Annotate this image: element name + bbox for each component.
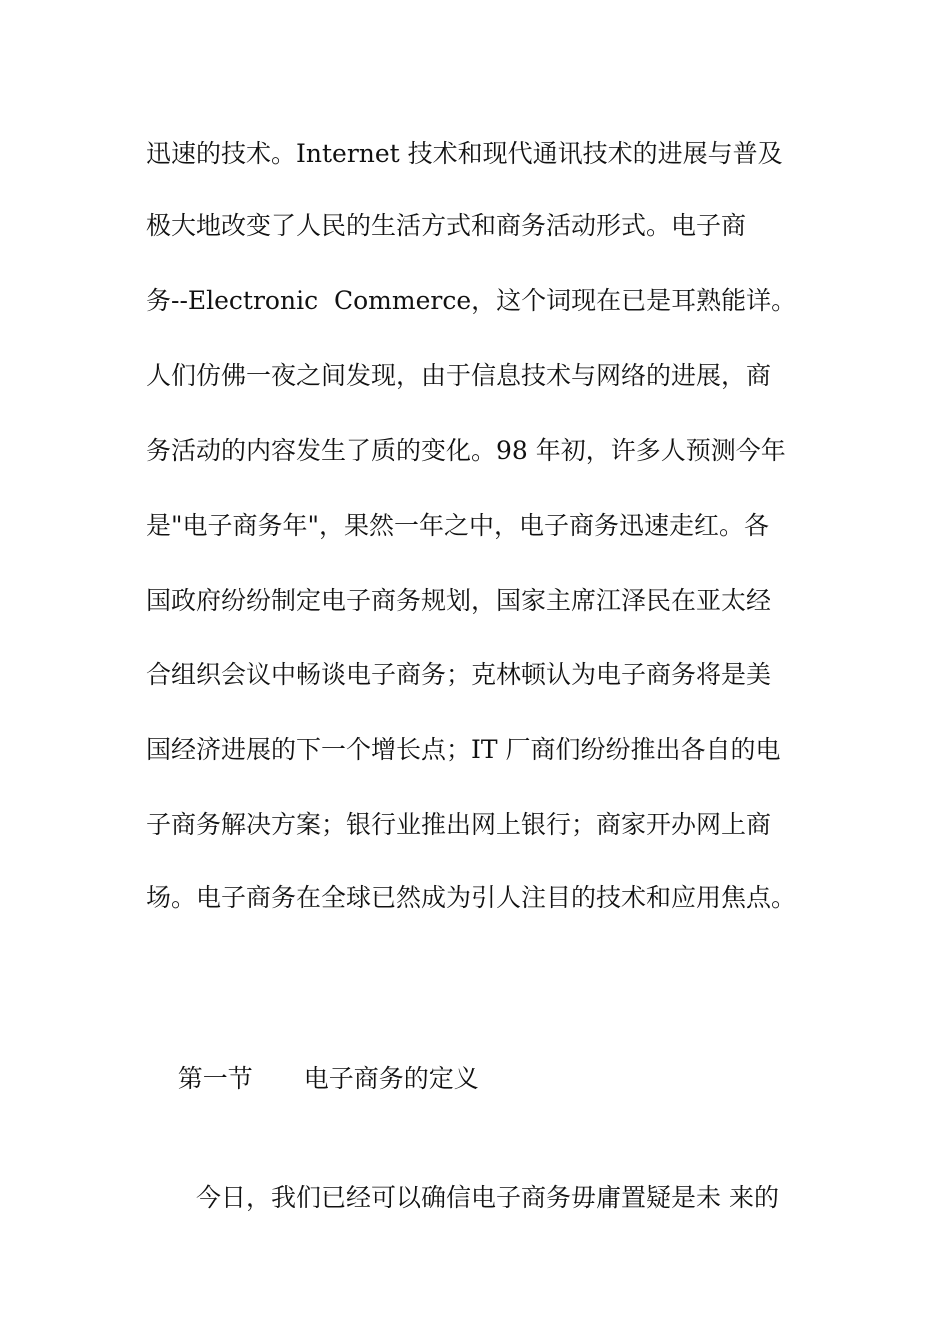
paragraph-line: 人们仿佛一夜之间发现，由于信息技术与网络的进展，商 bbox=[146, 361, 772, 390]
paragraph-line: 迅速的技术。Internet 技术和现代通讯技术的进展与普及 bbox=[146, 139, 783, 168]
section-heading bbox=[146, 1031, 479, 1127]
paragraph-line: 国经济进展的下一个增长点；IT 厂商们纷纷推出各自的电 bbox=[146, 735, 781, 764]
paragraph-line: 今日，我们已经可以确信电子商务毋庸置疑是未 来的 bbox=[196, 1183, 779, 1212]
paragraph-line: 务活动的内容发生了质的变化。98 年初，许多人预测今年 bbox=[146, 436, 786, 465]
paragraph-line: 合组织会议中畅谈电子商务；克林顿认为电子商务将是美 bbox=[146, 660, 772, 689]
paragraph-line: 子商务解决方案；银行业推出网上银行；商家开办网上商 bbox=[146, 810, 772, 839]
section-number: 第一节 bbox=[177, 1064, 253, 1093]
paragraph-line: 场。电子商务在全球已然成为引人注目的技术和应用焦点。 bbox=[146, 883, 797, 912]
paragraph-line: 是"电子商务年"，果然一年之中，电子商务迅速走红。各 bbox=[146, 511, 770, 540]
paragraph-line: 务--Electronic Commerce，这个词现在已是耳熟能详。 bbox=[146, 286, 797, 315]
section-title: 电子商务的定义 bbox=[303, 1064, 479, 1093]
paragraph-line: 国政府纷纷制定电子商务规划，国家主席江泽民在亚太经 bbox=[146, 586, 772, 615]
paragraph-line: 极大地改变了人民的生活方式和商务活动形式。电子商 bbox=[146, 211, 747, 240]
